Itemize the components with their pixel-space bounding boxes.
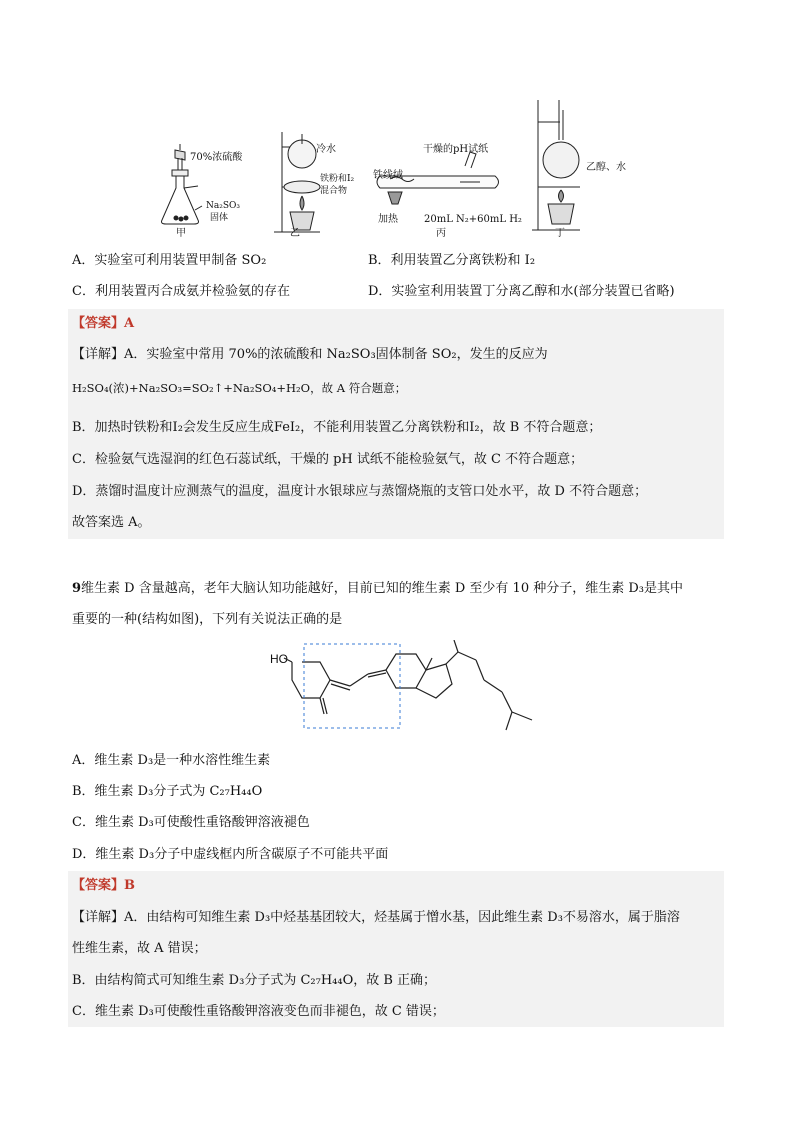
q8-detail-6: 故答案选 A。: [72, 515, 151, 530]
jia-solid-label-1: Na₂SO₃: [206, 201, 241, 211]
q9-stem-text: 维生素 D 含量越高，老年大脑认知功能越好，目前已知的维生素 D 至少有 10 种分子，维生素 D₃是其中: [81, 581, 683, 596]
yi-water-label: 冷水: [316, 144, 336, 155]
q8-option-c: C．利用装置丙合成氨并检验氨的存在: [72, 284, 290, 299]
bing-paper-label: 干燥的pH试纸: [423, 144, 489, 155]
bing-gas-label: 20mL N₂+60mL H₂: [424, 214, 522, 225]
q9-stem-1: [72, 579, 683, 599]
jia-name: 甲: [176, 228, 186, 239]
q8-detail-4: C．检验氨气选湿润的红色石蕊试纸，干燥的 pH 试纸不能检验氨气，故 C 不符合题意；: [72, 452, 584, 467]
q9-detail-4: C．维生素 D₃可使酸性重铬酸钾溶液变色而非褪色，故 C 错误；: [72, 1004, 445, 1019]
q9-number: 9: [72, 581, 82, 596]
bing-name: 丙: [436, 228, 446, 239]
q9-answer: [72, 876, 135, 896]
q8-detail-5: D．蒸馏时温度计应测蒸气的温度，温度计水银球应与蒸馏烧瓶的支管口处水平，故 D 不符合题意；: [72, 484, 648, 499]
q9-detail-3: B．由结构简式可知维生素 D₃分子式为 C₂₇H₄₄O，故 B 正确；: [72, 973, 437, 988]
answer-value: A: [124, 316, 135, 331]
jia-solid-label-2: 固体: [210, 213, 229, 223]
hydroxyl-label: HO: [270, 652, 288, 666]
ding-name: 丁: [555, 228, 565, 239]
bing-wool-label: 铁线绒: [373, 170, 403, 181]
vitamin-d3-drawing: [280, 640, 540, 740]
q9-detail-2: 性维生素，故 A 错误；: [72, 941, 207, 956]
q9-option-d: D．维生素 D₃分子中虚线框内所含碳原子不可能共平面: [72, 847, 389, 862]
q8-option-d: D．实验室利用装置丁分离乙醇和水(部分装置已省略): [368, 284, 675, 299]
q8-detail-3: B．加热时铁粉和I₂会发生反应生成FeI₂，不能利用装置乙分离铁粉和I₂，故 B 不符合题意；: [72, 420, 602, 435]
q9-option-b: B．维生素 D₃分子式为 C₂₇H₄₄O: [72, 784, 263, 799]
jia-acid-label: 70%浓硫酸: [190, 152, 243, 163]
q9-stem-2: 重要的一种(结构如图)，下列有关说法正确的是: [72, 612, 343, 627]
q8-option-a: A．实验室可利用装置甲制备 SO₂: [72, 253, 267, 268]
yi-mix-label-1: 铁粉和I₂: [320, 174, 355, 184]
q8-detail-2: H₂SO₄(浓)+Na₂SO₃=SO₂↑+Na₂SO₄+H₂O，故 A 符合题意；: [72, 381, 407, 395]
yi-name: 乙: [290, 228, 300, 239]
ding-liquid-label: 乙醇、水: [586, 162, 626, 173]
bing-heat-label: 加热: [378, 214, 398, 225]
answer-value: B: [124, 878, 136, 893]
q8-option-b: B．利用装置乙分离铁粉和 I₂: [368, 253, 536, 268]
q8-answer: [72, 314, 134, 334]
q9-option-a: A．维生素 D₃是一种水溶性维生素: [72, 753, 271, 768]
q8-detail-1: 【详解】A．实验室中常用 70%的浓硫酸和 Na₂SO₃固体制备 SO₂，发生的反应为: [72, 347, 548, 362]
answer-label: 【答案】: [72, 316, 125, 331]
q9-detail-1: 【详解】A．由结构可知维生素 D₃中烃基基团较大，烃基属于憎水基，因此维生素 D₃不易溶水，属于脂溶: [72, 910, 680, 925]
answer-label: 【答案】: [72, 878, 125, 893]
q9-option-c: C．维生素 D₃可使酸性重铬酸钾溶液褪色: [72, 815, 310, 830]
yi-mix-label-2: 混合物: [320, 186, 348, 196]
